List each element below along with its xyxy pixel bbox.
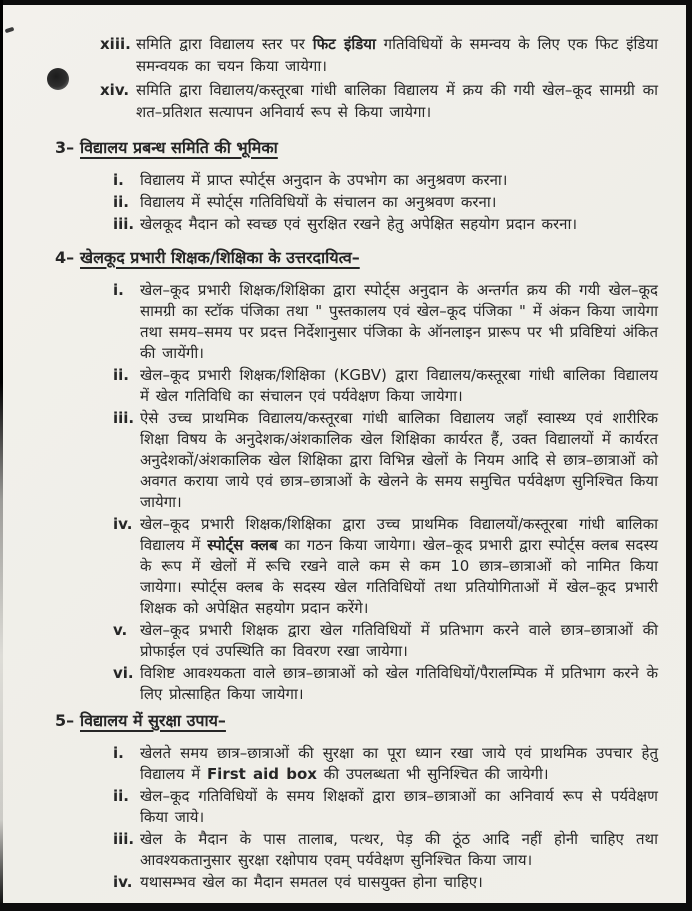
- list-item-marker: i.: [113, 171, 124, 189]
- list-item-text: यथासम्भव खेल का मैदान समतल एवं घासयुक्त होना चाहिए।: [140, 873, 483, 891]
- section-heading-5: [55, 710, 692, 732]
- list-item-marker: iii.: [113, 830, 135, 848]
- list-item-marker: ii.: [113, 787, 129, 805]
- list-item: [113, 408, 658, 513]
- list-item: [113, 214, 658, 235]
- list-item-marker: ii.: [113, 366, 129, 384]
- list-item-text: विशिष्ट आवश्यकता वाले छात्र–छात्राओं को खेल गतिविधियों/पैरालम्पिक में प्रतिभाग करने के लिए प्रोत्साहित किया जायेगा।: [140, 664, 658, 703]
- list-item: [100, 79, 658, 123]
- list-item-marker: iii.: [113, 409, 135, 427]
- list-item-marker: iv.: [113, 515, 133, 533]
- list-item: [113, 786, 658, 828]
- list-item-text: खेल के मैदान के पास तालाब, पत्थर, पेड़ की ठूंठ आदि नहीं होनी चाहिए तथा आवश्यकतानुसार सुरक्षा रक्षोपाय एवम् पर्यवेक्षण सुनिश्चित किया जाय।: [140, 830, 658, 869]
- section-heading-3: [55, 137, 692, 159]
- scan-edge-bottom: [0, 903, 692, 911]
- list-item-text: समिति द्वारा विद्यालय/कस्तूरबा गांधी बालिका विद्यालय में क्रय की गयी खेल–कूद सामग्री का शत–प्रतिशत सत्यापन अनिवार्य रूप से किया जायेगा।: [136, 81, 658, 121]
- list-item-text: खेलते समय छात्र–छात्राओं की सुरक्षा का पूरा ध्यान रखा जाये एवं प्राथमिक उपचार हेतु विद्यालय में First aid box की उपलब्धता भी सुनिश्चित की जायेगी।: [140, 744, 658, 783]
- list-item-text: विद्यालय में प्राप्त स्पोर्ट्स अनुदान के उपभोग का अनुश्रवण करना।: [140, 171, 508, 189]
- list-item-marker: vi.: [113, 664, 134, 682]
- list-item: [113, 192, 658, 213]
- list-item-text: ऐसे उच्च प्राथमिक विद्यालय/कस्तूरबा गांधी बालिका विद्यालय जहाँ स्वास्थ्य एवं शारीरिक शिक्षा विषय के अनुदेशक/अंशकालिक खेल शिक्षिका कार्यरत हैं, उक्त विद्यालयों में कार्यरत अनुदेशकों/अंशकालिक खेल शिक्षिका द्वारा विभिन्न खेलों के नियम आदि से छात्र–छात्राओं को अवगत कराया जाये एवं छात्र–छात्राओं के खेलने के समय समुचित पर्यवेक्षण सुनिश्चित किया जायेगा।: [140, 409, 658, 511]
- list-item: [113, 620, 658, 662]
- section-5-list: [113, 743, 658, 893]
- list-item-text: खेल–कूद गतिविधियों के समय शिक्षकों द्वारा छात्र–छात्राओं का अनिवार्य रूप से पर्यवेक्षण किया जाये।: [140, 787, 658, 826]
- list-item: [113, 514, 658, 619]
- list-item-text: समिति द्वारा विद्यालय स्तर पर फिट इंडिया गतिविधियों के समन्वय के लिए एक फिट इंडिया समन्वयक का चयन किया जायेगा।: [136, 35, 658, 75]
- section-4-list: [113, 280, 658, 705]
- list-item-text: विद्यालय में स्पोर्ट्स गतिविधियों के संचालन का अनुश्रवण करना।: [140, 193, 497, 211]
- list-item-marker: v.: [113, 621, 128, 639]
- list-item-marker: xiii.: [100, 35, 131, 53]
- section-title: विद्यालय प्रबन्ध समिति की भूमिका: [80, 138, 278, 157]
- list-item-marker: iii.: [113, 215, 135, 233]
- list-item-text: खेल–कूद प्रभारी शिक्षक/शिक्षिका (KGBV) द्वारा विद्यालय/कस्तूरबा गांधी बालिका विद्यालय में खेल गतिविधि का संचालन एवं पर्यवेक्षण किया जायेगा।: [140, 366, 658, 405]
- section-title: विद्यालय में सुरक्षा उपाय–: [80, 711, 226, 730]
- section-number: 3–: [55, 138, 75, 157]
- list-item-marker: iv.: [113, 873, 133, 891]
- list-item-marker: xiv.: [100, 81, 130, 99]
- list-item-marker: ii.: [113, 193, 129, 211]
- list-item-text: खेल–कूद प्रभारी शिक्षक/शिक्षिका द्वारा उच्च प्राथमिक विद्यालयों/कस्तूरबा गांधी बालिका विद्यालय में स्पोर्ट्स क्लब का गठन किया जायेगा। खेल–कूद प्रभारी द्वारा स्पोर्ट्स क्लब सदस्य के रूप में खेलों में रूचि रखने वाले कम से कम 10 छात्र–छात्राओं को नामित किया जायेगा। स्पोर्ट्स क्लब के सदस्य खेल गतिविधियों तथा प्रतियोगिताओं में खेल–कूद प्रभारी शिक्षक को अपेक्षित सहयोग प्रदान करेंगे।: [140, 515, 659, 617]
- continuation-list: [100, 33, 658, 123]
- list-item-marker: i.: [113, 281, 124, 299]
- section-3-list: [113, 170, 658, 235]
- list-item: [100, 33, 658, 77]
- list-item: [113, 170, 658, 191]
- list-item-marker: i.: [113, 744, 124, 762]
- section-heading-4: [55, 247, 692, 269]
- list-item: [113, 365, 658, 407]
- section-number: 5–: [55, 711, 75, 730]
- list-item: [113, 663, 658, 705]
- list-item-text: खेल–कूद प्रभारी शिक्षक/शिक्षिका द्वारा स्पोर्ट्स अनुदान के अन्तर्गत क्रय की गयी खेल–कूद सामग्री का स्टॉक पंजिका तथा " पुस्तकालय एवं खेल–कूद पंजिका " में अंकन किया जायेगा तथा समय–समय पर प्रदत्त निर्देशानुसार पंजिका के ऑनलाइन प्रारूप पर भी प्रविष्टियां अंकित की जायेंगी।: [140, 281, 658, 362]
- list-item: [113, 743, 658, 785]
- list-item: [113, 872, 658, 893]
- list-item: [113, 280, 658, 364]
- list-item-text: खेलकूद मैदान को स्वच्छ एवं सुरक्षित रखने हेतु अपेक्षित सहयोग प्रदान करना।: [140, 215, 578, 233]
- section-number: 4–: [55, 248, 75, 267]
- list-item: [113, 829, 658, 871]
- section-title: खेलकूद प्रभारी शिक्षक/शिक्षिका के उत्तरदायित्व–: [80, 248, 360, 267]
- list-item-text: खेल–कूद प्रभारी शिक्षक द्वारा खेल गतिविधियों में प्रतिभाग करने वाले छात्र–छात्राओं की प्रोफाईल एवं उपस्थिति का विवरण रखा जायेगा।: [140, 621, 658, 660]
